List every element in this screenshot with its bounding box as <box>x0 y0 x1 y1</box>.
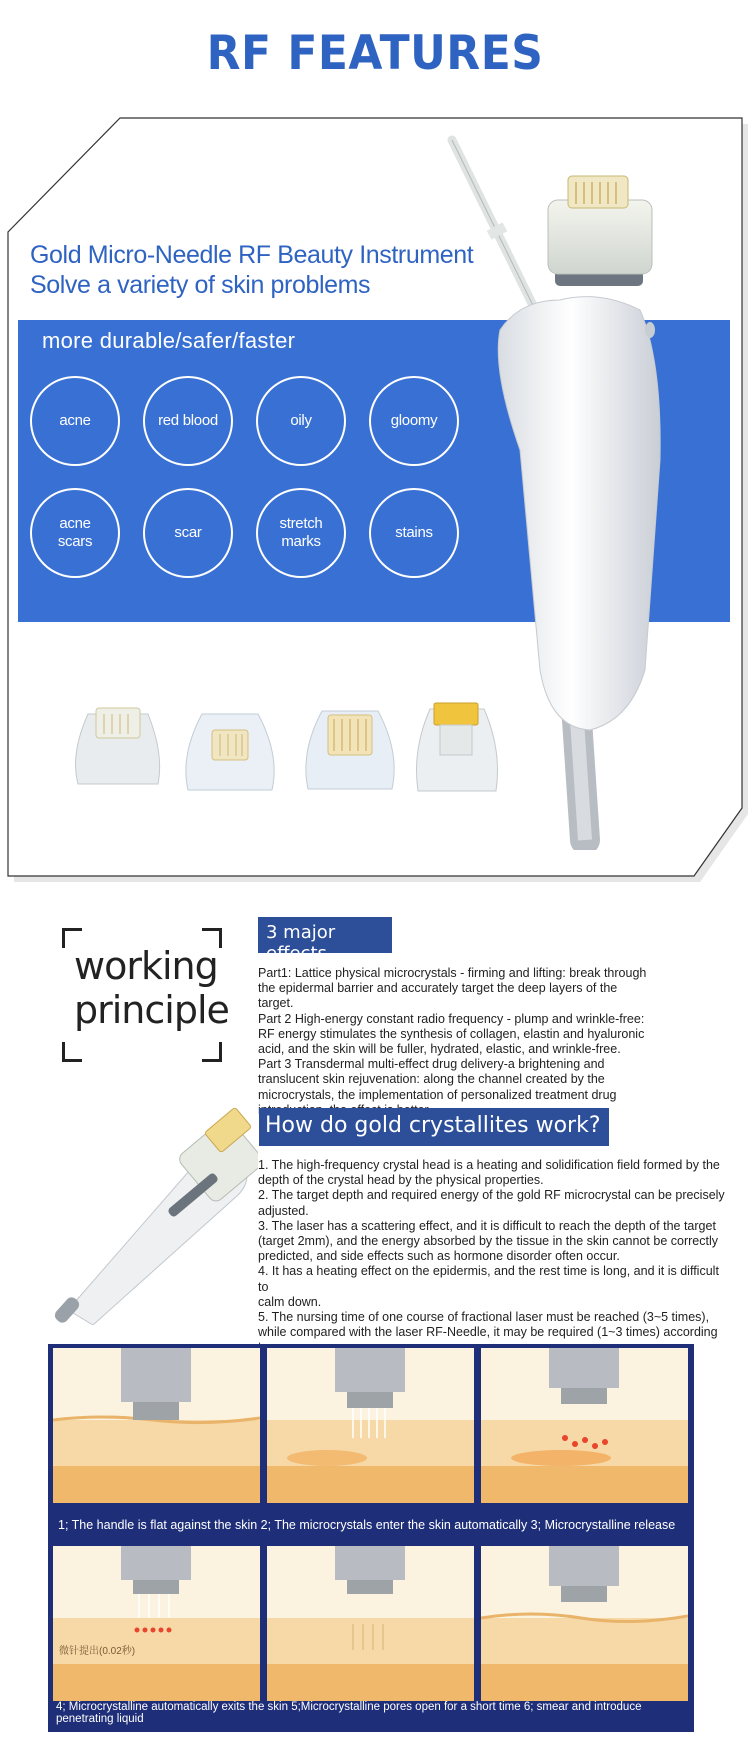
product-title <box>30 240 473 300</box>
effects-description <box>258 966 648 1118</box>
work-line: 5. The nursing time of one course of fractional laser must be reached (3~5 times), <box>258 1310 710 1325</box>
needle-tip-image <box>180 700 280 800</box>
problem-circle: stretch marks <box>256 488 346 578</box>
work-line: 1. The high-frequency crystal head is a heating and solidification field formed by the <box>258 1158 720 1172</box>
working-principle-line1: working <box>74 944 218 988</box>
effects-line: Part 2 High-energy constant radio frequency - plump and wrinkle-free: <box>258 1011 645 1026</box>
work-line: adjusted. <box>258 1203 309 1218</box>
step-1-image <box>53 1348 260 1503</box>
product-subtitle: Solve a variety of skin problems <box>30 271 371 299</box>
problem-circle: acne scars <box>30 488 120 578</box>
page-title: RF FEATURES <box>206 25 544 82</box>
effects-line: acid, and the skin will be fuller, hydrated, elastic, and wrinkle-free. <box>258 1042 621 1057</box>
effects-line: Part1: Lattice physical microcrystals - firming and lifting: break through <box>258 966 647 980</box>
product-title-line1: Gold Micro-Needle RF Beauty Instrument <box>30 241 474 269</box>
working-principle-label <box>62 928 229 1062</box>
needle-tip-image <box>300 697 400 801</box>
treatment-steps-gallery <box>48 1344 694 1732</box>
effects-title: 3 major effects <box>258 917 392 953</box>
working-principle-line2: principle <box>74 988 229 1032</box>
work-line: 4. It has a heating effect on the epidermis, and the rest time is long, and it is difficult to <box>258 1264 719 1294</box>
work-line: while compared with the laser RF-Needle, it may be required (1~3 times) according <box>258 1325 718 1340</box>
problem-circle: acne <box>30 376 120 466</box>
steps-caption-2: 4; Microcrystalline automatically exits the skin 5;Microcrystalline pores open for a short time 6; smear and introduce penetrating liquid <box>56 1701 642 1725</box>
work-line: 3. The laser has a scattering effect, and it is difficult to reach the depth of the target <box>258 1218 716 1233</box>
needle-tip-image <box>412 695 502 805</box>
problem-circle: scar <box>143 488 233 578</box>
step-5-image <box>267 1546 474 1701</box>
how-it-works-title: How do gold crystallites work? <box>259 1108 609 1146</box>
effects-line: microcrystals, the implementation of personalized treatment drug <box>258 1087 617 1102</box>
work-line: predicted, and side effects such as hormone disorder often occur. <box>258 1249 620 1264</box>
step-4-image <box>53 1546 260 1701</box>
step-4-inset-label: 微针提出(0.02秒) <box>59 1646 136 1657</box>
effects-line: translucent skin rejuvenation: along the channel created by the <box>258 1072 605 1087</box>
banner-heading: more durable/safer/faster <box>42 328 296 353</box>
effects-line: Part 3 Transdermal multi-effect drug delivery-a brightening and <box>258 1057 605 1072</box>
work-line: calm down. <box>258 1294 322 1309</box>
work-line: depth of the crystal head by the physical properties. <box>258 1173 544 1188</box>
effects-line: the epidermal barrier and accurately target the deep layers of the target. <box>258 981 618 1011</box>
step-3-image <box>481 1348 688 1503</box>
step-6-image <box>481 1546 688 1701</box>
handpiece-side-image <box>48 1095 258 1325</box>
work-line: 2. The target depth and required energy of the gold RF microcrystal can be precisely <box>258 1188 725 1203</box>
problem-circle: oily <box>256 376 346 466</box>
problem-circle: stains <box>369 488 459 578</box>
problem-circle: red blood <box>143 376 233 466</box>
effects-line: RF energy stimulates the synthesis of collagen, elastin and hyaluronic <box>258 1026 645 1041</box>
bracket-corner <box>202 1042 222 1062</box>
work-line: (target 2mm), and the energy absorbed by the tissue in the skin cannot be correctly <box>258 1234 718 1249</box>
step-2-image <box>267 1348 474 1503</box>
how-it-works-description <box>258 1158 728 1371</box>
problem-circle: gloomy <box>369 376 459 466</box>
steps-caption-1: 1; The handle is flat against the skin 2; The microcrystals enter the skin automatically 3; Microcrystalline release <box>58 1518 676 1532</box>
bracket-corner <box>62 1042 82 1062</box>
needle-tip-image <box>68 694 168 794</box>
